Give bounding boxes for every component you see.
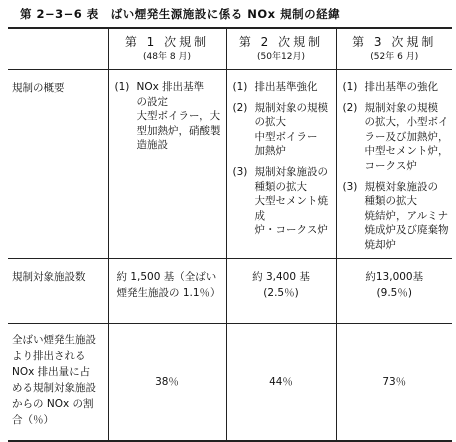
overview-label-cell (8, 70, 108, 259)
item-number: (2) (232, 101, 248, 114)
item-number: (3) (342, 180, 358, 193)
item-number: (1) (342, 81, 358, 93)
item-text (365, 80, 451, 95)
item-text (255, 101, 334, 159)
item-number: (1) (232, 81, 248, 93)
count-label-cell (8, 259, 108, 324)
overview-item (115, 80, 224, 153)
item-line: 規模対象施設の (364, 180, 438, 193)
overview-item (343, 80, 451, 95)
share-third-cell: 73％ (336, 324, 452, 442)
share-label-cell (8, 324, 108, 442)
nox-share-row (8, 324, 452, 442)
header-blank-cell (8, 28, 108, 70)
item-line: 焼成炉及び廃棄物 (364, 224, 449, 237)
item-number: (1) (114, 81, 130, 93)
item-line: ラー及び加熱炉， (364, 130, 449, 143)
overview-second-cell (226, 70, 336, 259)
item-line: 種類の拡大 (364, 195, 417, 208)
item-text (255, 80, 334, 95)
overview-item (343, 180, 451, 253)
item-text (365, 101, 451, 174)
header-title: 第 2 次規制 (238, 34, 324, 49)
item-line: NOx 排出基準 (136, 81, 205, 93)
item-line: 炉・コークス炉 (254, 224, 328, 237)
header-title: 第 3 次規制 (352, 34, 437, 49)
item-line: 規制対象施設の (254, 165, 328, 178)
header-date: (50年12月) (257, 51, 305, 62)
share-first-cell: 38％ (108, 324, 226, 442)
share-second-cell: 44％ (226, 324, 336, 442)
item-line: 中型セメント炉， (364, 145, 449, 158)
share-label-line: 全ばい煙発生施設 (12, 334, 96, 346)
share-label-line: める規制対象施設 (12, 382, 96, 394)
overview-item (343, 101, 451, 174)
count-line: 約 3,400 基 (252, 271, 310, 283)
item-line: 焼却炉 (364, 238, 396, 251)
header-second-regulation (226, 28, 336, 70)
item-line: コークス炉 (364, 159, 417, 172)
item-number: (3) (232, 165, 248, 178)
regulation-history-table (8, 27, 452, 442)
item-line: 型加熱炉，硝酸製 (136, 124, 221, 137)
item-line: 規制対象の規模 (364, 101, 438, 114)
item-text (255, 165, 334, 238)
row-label: 規制の概要 (12, 82, 65, 94)
overview-item (233, 101, 334, 159)
share-label-line: より排出される (12, 350, 86, 362)
share-label-line: NOx 排出量に占 (12, 366, 91, 378)
share-label-line: 合（％） (12, 414, 54, 426)
item-text (365, 180, 451, 253)
item-line: 種類の拡大 (254, 180, 307, 193)
count-line: 約13,000基 (365, 271, 424, 283)
item-line: の拡大，小型ボイ (364, 116, 449, 129)
item-line: 規制対象の規模 (254, 101, 328, 114)
count-line: 煙発生施設の 1.1％） (116, 287, 221, 299)
overview-item (233, 165, 334, 238)
share-label-line: からの NOx の割 (12, 398, 94, 410)
item-line: 中型ボイラー (254, 130, 318, 143)
count-first-cell (108, 259, 226, 324)
header-title: 第 1 次規制 (124, 34, 210, 49)
item-line: 大型ボイラー，大 (136, 110, 221, 123)
item-line: 焼結炉，アルミナ (364, 209, 449, 222)
facility-count-row (8, 259, 452, 324)
item-number: (2) (342, 101, 358, 114)
item-line: 加熱炉 (254, 145, 286, 158)
count-line: (9.5％) (376, 287, 412, 299)
item-line: 造施設 (136, 139, 168, 152)
header-date: (52年 6 月) (370, 51, 419, 62)
header-third-regulation (336, 28, 452, 70)
count-third-cell (336, 259, 452, 324)
overview-third-cell (336, 70, 452, 259)
overview-item (233, 80, 334, 95)
item-text (137, 80, 224, 153)
count-line: 約 1,500 基（全ばい (116, 271, 217, 283)
header-row (8, 28, 452, 70)
item-line: 大型セメント焼成 (254, 195, 328, 222)
count-line: (2.5％) (263, 287, 299, 299)
overview-row (8, 70, 452, 259)
item-line: の設定 (136, 95, 168, 108)
count-second-cell (226, 259, 336, 324)
header-date: (48年 8 月) (143, 51, 191, 62)
item-line: の拡大 (254, 116, 286, 129)
item-line: 排出基準の強化 (364, 81, 438, 93)
table-title: 第 2−3−6 表 ばい煙発生源施設に係る NOx 規制の経緯 (20, 7, 341, 21)
item-line: 排出基準強化 (254, 81, 318, 93)
header-first-regulation (108, 28, 226, 70)
row-label: 規制対象施設数 (12, 271, 86, 283)
overview-first-cell (108, 70, 226, 259)
